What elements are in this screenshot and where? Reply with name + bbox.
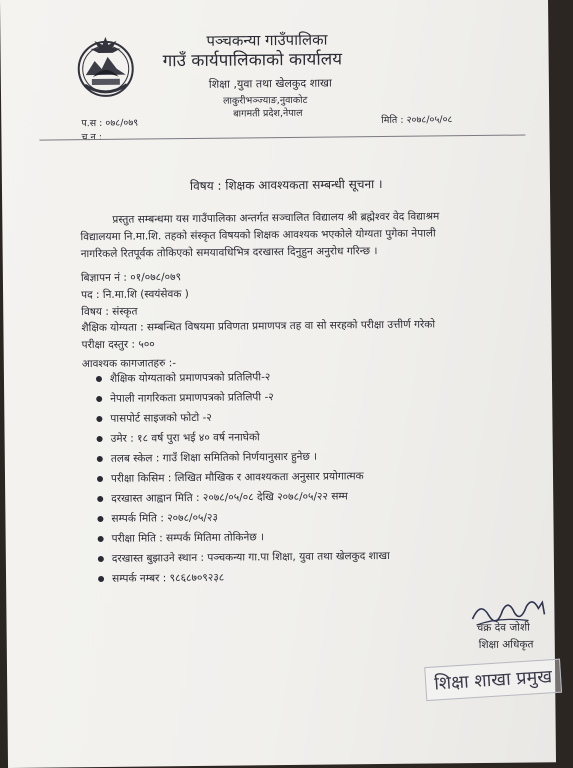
advertisement-number: बिज्ञापन नं : ०१/०७८/०७९ <box>80 271 182 285</box>
subject-detail: विषय : संस्कृत <box>81 305 138 319</box>
signatory-title: शिक्षा अधिकृत <box>478 638 534 652</box>
list-item: दरखास्त बुझाउने स्थान : पञ्चकन्या गा.पा शिक्षा, युवा तथा खेलकुद शाखा <box>98 549 390 572</box>
list-item: परीक्षा मिति : सम्पर्क मितिमा तोकिनेछ । <box>98 529 390 552</box>
office-name: गाउँ कार्यपालिकाको कार्यालय <box>162 49 343 72</box>
list-item: शैक्षिक योग्यताको प्रमाणपत्रको प्रतिलिपी-२ <box>96 369 388 392</box>
requirements-list <box>96 369 390 592</box>
body-line: प्रस्तुत सम्बन्धमा यस गाउँपालिका अन्तर्गत सञ्चालित विद्यालय श्री ब्रह्मेश्वर वेद विद्याश्रम <box>112 210 440 226</box>
qualification-detail: शैक्षिक योग्यता : सम्बन्धित विषयमा प्रविणता प्रमाणपत्र तह वा सो सरहको परीक्षा उत्तीर्ण गरेको <box>81 318 436 335</box>
requirements-heading: आवश्यक कागजातहरु :- <box>81 357 177 371</box>
list-item: परीक्षा किसिम : लिखित मौखिक र आवश्यकता अनुसार प्रयोगात्मक <box>97 469 389 492</box>
list-item: सम्पर्क नम्बर : ९८६८७०९२३८ <box>98 569 390 592</box>
post-detail: पद : नि.मा.शि (स्वयंसेवक ) <box>81 288 189 302</box>
office-province: बागमती प्रदेश,नेपाल <box>233 107 303 120</box>
municipality-name: पञ्चकन्या गाउँपालिका <box>206 30 328 50</box>
list-item: नेपाली नागरिकता प्रमाणपत्रको प्रतिलिपी -२ <box>96 389 388 412</box>
body-line: नागरिकले रितपूर्वक तोकिएको समयावधिभित्र दरखास्त दिनुहुन अनुरोध गरिन्छ । <box>80 245 378 261</box>
header-divider <box>39 135 525 141</box>
exam-fee-detail: परीक्षा दस्तुर : ५०० <box>81 338 155 352</box>
list-item: दरखास्त आह्वान मिति : २०७८/०५/०८ देखि २०७८/०५/२२ सम्म <box>97 489 389 512</box>
dispatch-number: च.न : <box>81 131 103 144</box>
signatory-name: चक्र देव जोशी <box>476 621 530 635</box>
list-item: उमेर : १८ वर्ष पुरा भई ४० वर्ष ननाघेको <box>97 429 389 452</box>
list-item: तलब स्केल : गाउँ शिक्षा समितिको निर्णयानुसार हुनेछ । <box>97 449 389 472</box>
body-line: विद्यालयमा नि.मा.शि. तहको संस्कृत विषयको शिक्षक आवश्यक भएकोले योग्यता पुगेका नेपाली <box>80 227 436 244</box>
office-address: लाकुरीभञ्ज्याङ,नुवाकोट <box>223 94 308 107</box>
nepal-emblem-icon <box>74 35 137 102</box>
section-head-stamp: शिक्षा शाखा प्रमुख <box>424 659 562 701</box>
list-item: पासपोर्ट साइजको फोटो -२ <box>96 409 388 432</box>
section-name: शिक्षा ,युवा तथा खेलकुद शाखा <box>208 76 332 91</box>
letter-date: मिति : २०७८/०५/०८ <box>381 114 453 127</box>
notice-subject: विषय : शिक्षक आवश्यकता सम्बन्धी सूचना । <box>189 177 383 194</box>
letter-number: प.स : ०७८/०७९ <box>81 117 139 130</box>
list-item: सम्पर्क मिति : २०७८/०५/२३ <box>97 509 389 532</box>
